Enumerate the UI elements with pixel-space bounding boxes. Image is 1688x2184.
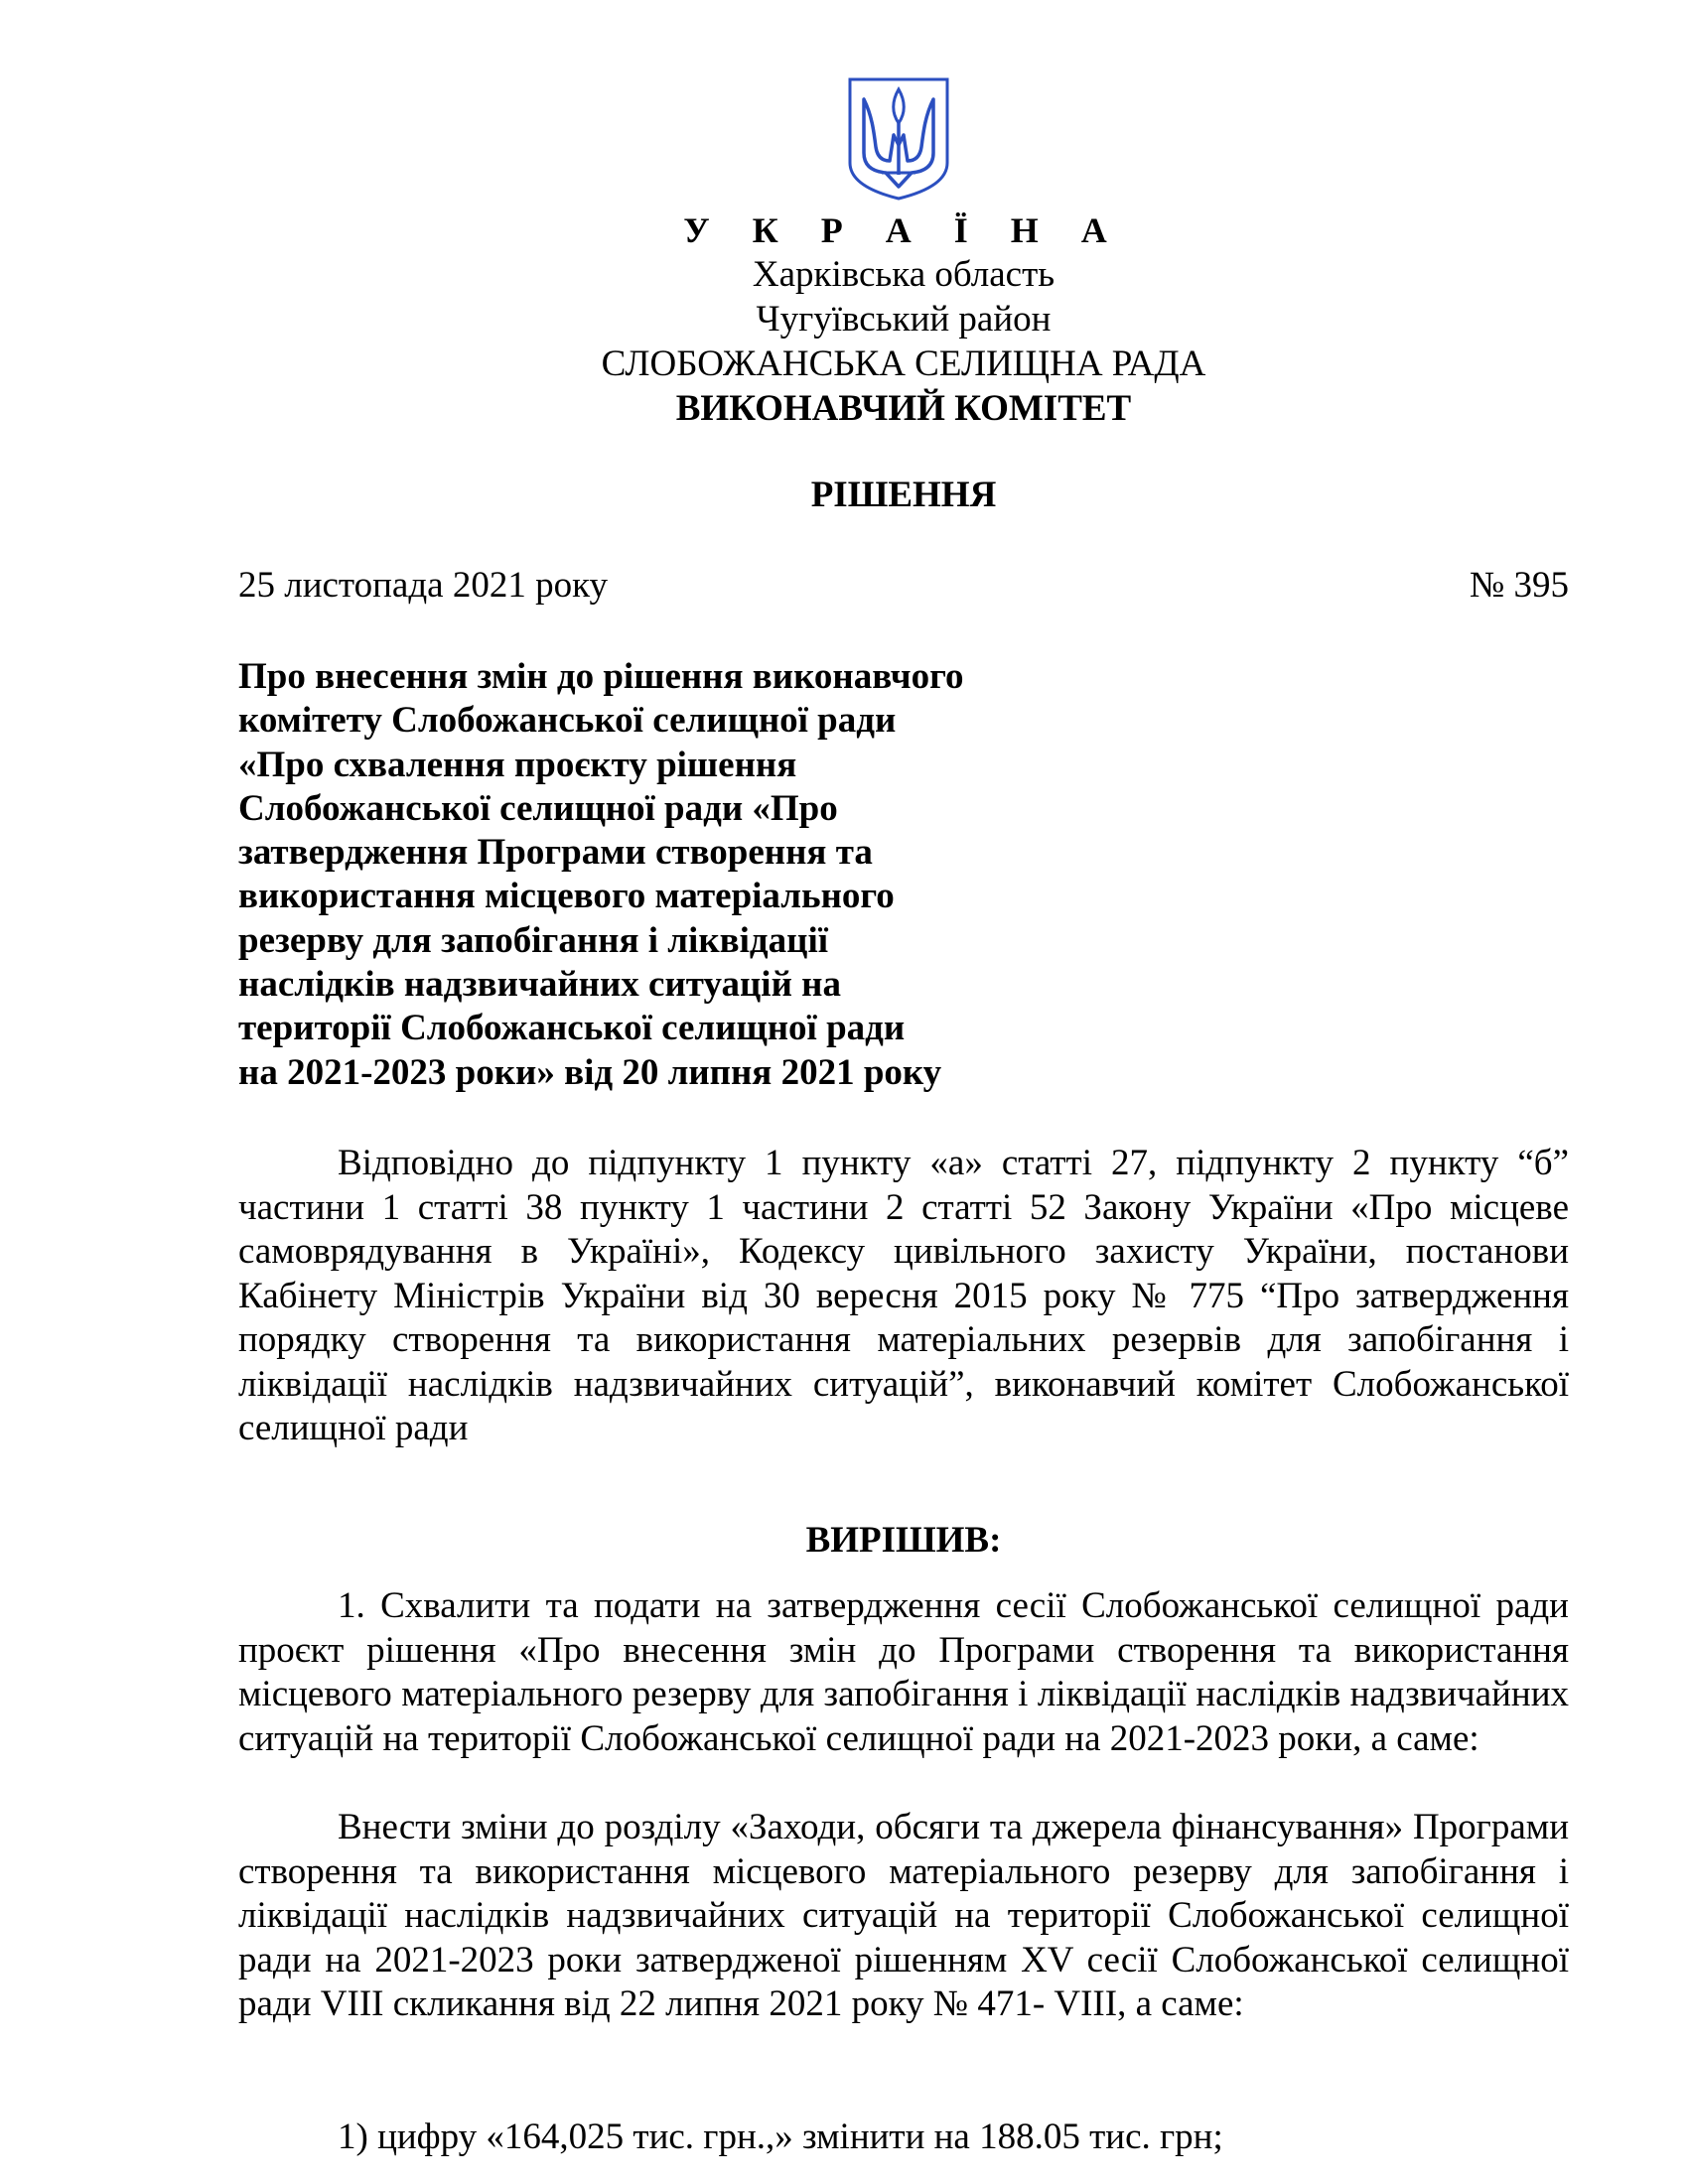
subpoint-1-paragraph: 1) цифру «164,025 тис. грн.,» змінити на 188.05 тис. грн; xyxy=(338,2116,1223,2157)
document-type-heading: РІШЕННЯ xyxy=(810,475,997,515)
point-1-detail-paragraph: Внести зміни до розділу «Заходи, обсяги та джерела фінансування» Програми створення та використання місцевого матеріального резерву для запобігання і ліквідації наслідків надзвичайних ситуацій на території Слобожанської селищної ради на 2021-2023 роки затвердженої рішенням XV сесії Слобожанської селищної ради VIII скликання від 22 липня 2021 року № 471- VIII, а саме: xyxy=(238,1807,1569,2024)
coat-of-arms-icon xyxy=(846,75,951,203)
legal-basis-paragraph: Відповідно до підпункту 1 пункту «а» статті 27, підпункту 2 пункту “б” частини 1 статті 38 пункту 1 частини 2 статті 52 Закону України «Про місцеве самоврядування в Україні», Кодексу цивільного захисту України, постанови Кабінету Міністрів України від 30 вересня 2015 року № 775 “Про затвердження порядку створення та використання матеріальних резервів для запобігання і ліквідації наслідків надзвичайних ситуацій”, виконавчий комітет Слобожанської селищної ради xyxy=(238,1143,1569,1448)
subject-line: резерву для запобігання і ліквідації xyxy=(238,919,829,961)
district-name: Чугуївський район xyxy=(756,299,1052,340)
subject-line: території Слобожанської селищної ради xyxy=(238,1008,906,1049)
decided-heading: ВИРІШИВ: xyxy=(805,1520,1002,1561)
document-number: № 395 xyxy=(1469,565,1569,606)
subject-line: Слобожанської селищної ради «Про xyxy=(238,787,838,829)
subject-line: комітету Слобожанської селищної ради xyxy=(238,700,897,742)
subject-line: затвердження Програми створення та xyxy=(238,832,873,874)
subject-line: наслідків надзвичайних ситуацій на xyxy=(238,964,841,1006)
subject-line: використання місцевого матеріального xyxy=(238,876,895,917)
subject-line: на 2021-2023 роки» від 20 липня 2021 року xyxy=(238,1051,942,1093)
country-name: У К Р А Ї Н А xyxy=(683,210,1124,250)
document-date: 25 листопада 2021 року xyxy=(238,565,609,606)
region-name: Харківська область xyxy=(752,254,1055,295)
executive-body-name: ВИКОНАВЧИЙ КОМІТЕТ xyxy=(675,388,1132,429)
document-subject xyxy=(238,655,1033,1095)
point-1-paragraph: 1. Схвалити та подати на затвердження сесії Слобожанської селищної ради проєкт рішення «Про внесення змін до Програми створення та використання місцевого матеріального резерву для запобігання і ліквідації наслідків надзвичайних ситуацій на території Слобожанської селищної ради на 2021-2023 роки, а саме: xyxy=(238,1585,1569,1759)
subject-line: Про внесення змін до рішення виконавчого xyxy=(238,656,964,697)
council-name: СЛОБОЖАНСЬКА СЕЛИЩНА РАДА xyxy=(601,343,1206,384)
subject-line: «Про схвалення проєкту рішення xyxy=(238,744,797,785)
